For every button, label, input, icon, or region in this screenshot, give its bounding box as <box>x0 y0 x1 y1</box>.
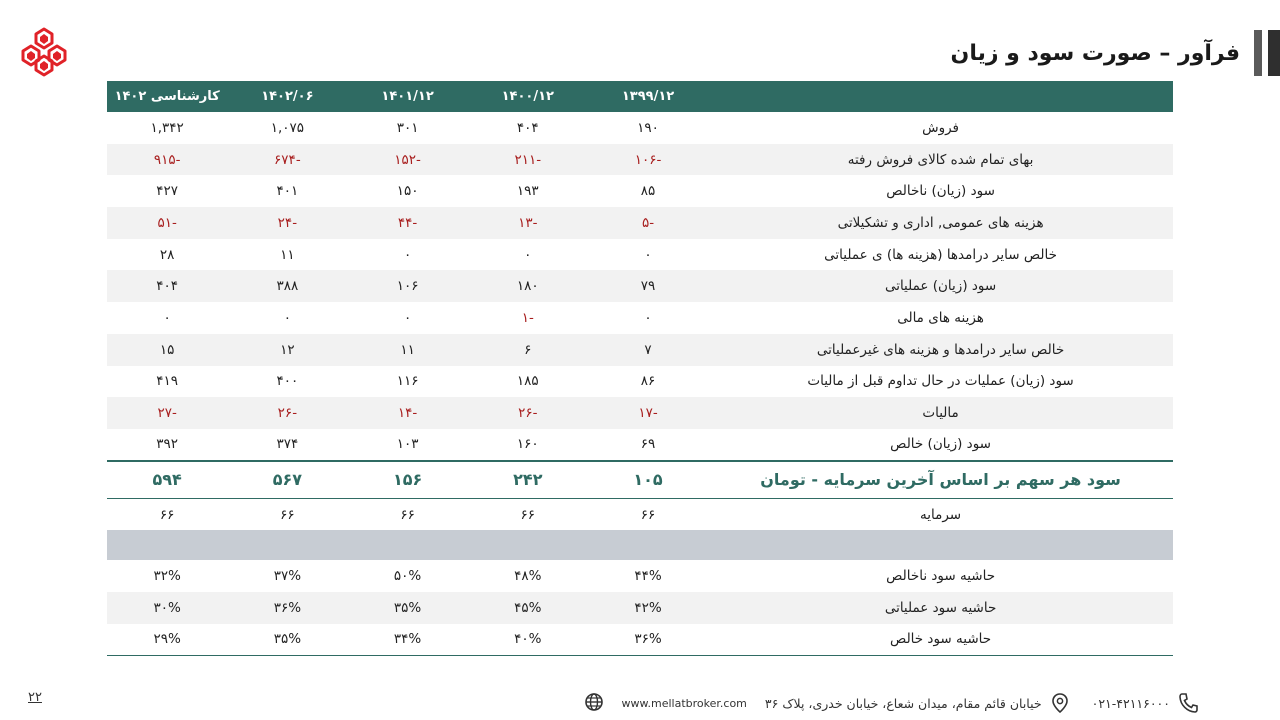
table-row <box>107 397 1173 429</box>
title-accent-bar <box>1254 30 1262 76</box>
table-row <box>107 302 1173 334</box>
location-pin-icon <box>1050 692 1070 714</box>
value-cell: ۷۹ <box>588 270 708 302</box>
value-cell: ۱۵ <box>107 334 227 366</box>
table-row <box>107 239 1173 271</box>
value-cell: ۴۰% <box>468 624 588 656</box>
value-cell: ۳۶% <box>588 624 708 656</box>
value-cell: -۲۴ <box>227 207 347 239</box>
value-cell: ۰ <box>644 246 652 263</box>
table-body <box>107 112 1173 655</box>
value-cell: ۱۱۶ <box>396 373 419 390</box>
value-cell: ۸۵ <box>640 183 656 200</box>
value-cell: -۹۱۵ <box>107 144 227 176</box>
value-cell: ۳۹۲ <box>156 436 179 453</box>
value-cell: ۰ <box>403 246 412 263</box>
table-row <box>107 207 1173 239</box>
value-cell: ۱۶۰ <box>516 436 539 453</box>
row-label: خالص سایر درامدها و هزینه های غیرعملیاتی <box>708 334 1173 366</box>
value-cell: -۶۷۴ <box>227 144 347 176</box>
value-cell: ۳۸۸ <box>227 270 347 302</box>
value-cell: ۳۵% <box>227 624 347 656</box>
value-cell: ۴۰۴ <box>107 270 227 302</box>
value-cell: ۱۱ <box>280 246 295 263</box>
value-cell: ۷ <box>588 334 708 366</box>
row-label: سود (زیان) ناخالص <box>886 183 995 200</box>
title-area <box>951 30 1280 76</box>
header-cell-label <box>708 81 1173 112</box>
value-cell: ۴۰۴ <box>516 119 539 136</box>
value-cell: ۳۷% <box>227 560 347 592</box>
footer <box>584 692 1198 714</box>
title-accent-bar-dark <box>1268 30 1280 76</box>
value-cell: -۱۵۲ <box>347 144 467 176</box>
value-cell: ۱۰۳ <box>396 436 419 453</box>
value-cell: ۴۴% <box>588 560 708 592</box>
value-cell: ۱۸۰ <box>468 270 588 302</box>
footer-address: خیابان قائم مقام، میدان شعاع، خیابان خدری، پلاک ۳۶ <box>764 695 1042 711</box>
value-cell: ۳۵% <box>347 592 467 624</box>
row-label: حاشیه سود ناخالص <box>708 560 1173 592</box>
phone-icon <box>1178 692 1198 714</box>
header-cell-period: کارشناسی ۱۴۰۲ <box>107 81 227 112</box>
separator-row <box>107 530 1173 560</box>
value-cell: ۴۱۹ <box>156 373 179 390</box>
margin-row <box>107 592 1173 624</box>
value-cell: -۱۴ <box>347 397 467 429</box>
row-label: سود (زیان) خالص <box>890 436 991 453</box>
table-header <box>107 81 1173 112</box>
row-label: هزینه های عمومی, اداری و تشکیلاتی <box>708 207 1173 239</box>
value-cell: ۶۹ <box>640 436 656 453</box>
value-cell: ۸۶ <box>640 373 656 390</box>
table-row <box>107 429 1173 461</box>
table-row <box>107 270 1173 302</box>
value-cell: ۱,۰۷۵ <box>270 119 305 136</box>
value-cell: ۵۹۴ <box>107 461 227 499</box>
value-cell: ۲۸ <box>159 246 175 263</box>
value-cell: ۱۱ <box>347 334 467 366</box>
value-cell: -۱ <box>521 309 534 326</box>
value-cell: -۵ <box>588 207 708 239</box>
value-cell: ۳۲% <box>107 560 227 592</box>
value-cell: -۲۷ <box>107 397 227 429</box>
value-cell: ۶۶ <box>640 506 656 523</box>
margin-row <box>107 624 1173 656</box>
row-label: حاشیه سود عملیاتی <box>708 592 1173 624</box>
value-cell: -۲۶ <box>468 397 588 429</box>
row-label: فروش <box>922 119 960 136</box>
row-label: سود هر سهم بر اساس آخرین سرمایه - تومان <box>708 461 1173 499</box>
value-cell: ۶۶ <box>400 506 415 523</box>
value-cell: ۲۴۲ <box>468 461 588 499</box>
header-cell-period: ۱۴۰۰/۱۲ <box>468 81 588 112</box>
value-cell: -۱۰۶ <box>588 144 708 176</box>
table-row <box>107 334 1173 366</box>
value-cell: ۶۶ <box>280 506 295 523</box>
value-cell: ۶۶ <box>159 506 175 523</box>
value-cell: -۱۷ <box>588 397 708 429</box>
margin-row <box>107 560 1173 592</box>
value-cell: -۲۶ <box>227 397 347 429</box>
row-label: مالیات <box>708 397 1173 429</box>
value-cell: ۶ <box>468 334 588 366</box>
value-cell: ۴۲۷ <box>156 183 179 200</box>
value-cell: ۵۶۷ <box>227 461 347 499</box>
page-number: ۲۲ <box>28 690 42 705</box>
row-label: خالص سایر درامدها (هزینه ها) ی عملیاتی <box>824 246 1057 263</box>
value-cell: ۰ <box>644 309 652 326</box>
footer-website[interactable]: www.mellatbroker.com <box>621 696 747 710</box>
value-cell: ۱۹۳ <box>516 183 539 200</box>
table-row <box>107 112 1173 144</box>
value-cell: ۴۰۰ <box>276 373 299 390</box>
value-cell: -۲۱۱ <box>468 144 588 176</box>
value-cell: ۱۲ <box>227 334 347 366</box>
value-cell: ۰ <box>283 309 291 326</box>
row-label: سود (زیان) عملیات در حال تداوم قبل از مالیات <box>807 373 1074 390</box>
value-cell: ۳۶% <box>227 592 347 624</box>
value-cell: ۴۲% <box>588 592 708 624</box>
value-cell: ۴۵% <box>468 592 588 624</box>
header-cell-period: ۱۴۰۱/۱۲ <box>347 81 467 112</box>
value-cell: ۶۶ <box>520 506 536 523</box>
capital-row <box>107 499 1173 531</box>
value-cell: ۱۵۰ <box>396 183 419 200</box>
page-title: فرآور – صورت سود و زیان <box>950 40 1240 66</box>
value-cell: ۵۰% <box>347 560 467 592</box>
income-statement-table <box>107 81 1173 656</box>
value-cell: ۰ <box>403 309 412 326</box>
row-label: سود (زیان) عملیاتی <box>708 270 1173 302</box>
value-cell: ۱۰۶ <box>347 270 467 302</box>
row-label: بهای تمام شده کالای فروش رفته <box>708 144 1173 176</box>
value-cell: ۳۰% <box>107 592 227 624</box>
value-cell: ۱۰۵ <box>588 461 708 499</box>
value-cell: ۲۹% <box>107 624 227 656</box>
row-label: سرمایه <box>920 506 962 523</box>
value-cell: -۴۴ <box>347 207 467 239</box>
company-logo <box>20 26 68 78</box>
value-cell: ۱۸۵ <box>516 373 539 390</box>
value-cell: -۱۳ <box>468 207 588 239</box>
row-label: حاشیه سود خالص <box>708 624 1173 656</box>
row-label: هزینه های مالی <box>897 309 984 326</box>
table-row <box>107 175 1173 207</box>
header-cell-period: ۱۴۰۲/۰۶ <box>227 81 347 112</box>
value-cell: ۳۴% <box>347 624 467 656</box>
value-cell: -۵۱ <box>107 207 227 239</box>
value-cell: ۴۸% <box>468 560 588 592</box>
value-cell: ۰ <box>524 246 532 263</box>
value-cell: ۱۵۶ <box>347 461 467 499</box>
globe-icon <box>584 692 604 714</box>
table-row <box>107 366 1173 398</box>
value-cell: ۱,۳۴۲ <box>150 119 184 136</box>
separator-cell <box>107 530 1173 560</box>
value-cell: ۳۰۱ <box>396 119 419 136</box>
table-row <box>107 144 1173 176</box>
value-cell: ۱۹۰ <box>637 119 659 136</box>
value-cell: ۰ <box>163 309 171 326</box>
footer-phone: ۰۲۱-۴۲۱۱۶۰۰۰ <box>1091 695 1170 711</box>
value-cell: ۴۰۱ <box>276 183 299 200</box>
header-cell-period: ۱۳۹۹/۱۲ <box>588 81 708 112</box>
eps-row <box>107 461 1173 499</box>
value-cell: ۳۷۴ <box>276 436 299 453</box>
